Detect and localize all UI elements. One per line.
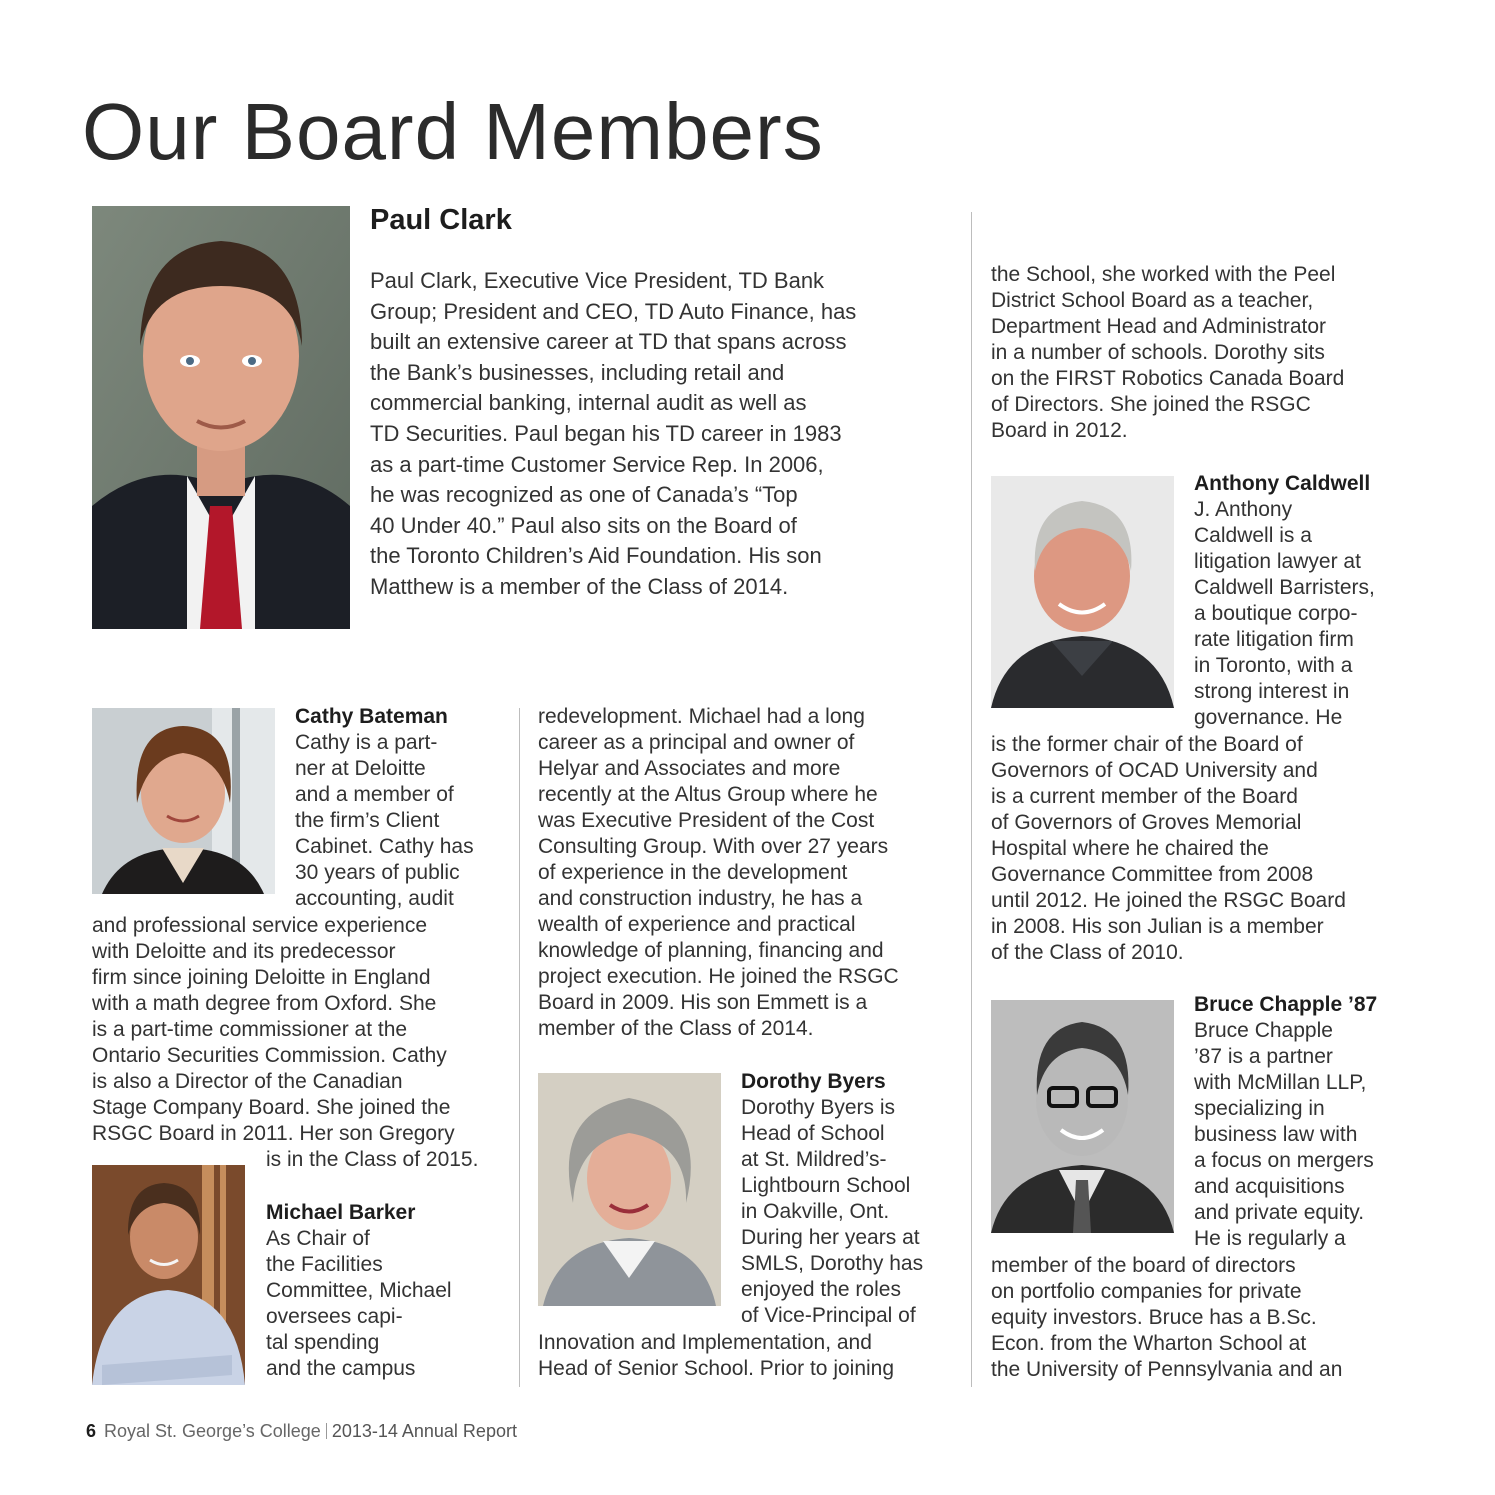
bio-line: of Vice-Principal of	[741, 1304, 916, 1327]
bio-line: Ontario Securities Commission. Cathy	[92, 1044, 447, 1067]
bio-line: was Executive President of the Cost	[538, 809, 875, 832]
bio-line: with a math degree from Oxford. She	[92, 992, 437, 1015]
column-divider	[519, 708, 520, 1387]
bio-line: During her years at	[741, 1226, 920, 1249]
photo-bruce-chapple	[991, 1000, 1174, 1233]
bio-line: is a part-time commissioner at the	[92, 1018, 408, 1041]
bio-line: Helyar and Associates and more	[538, 757, 841, 780]
footer-report: 2013-14 Annual Report	[331, 1421, 517, 1441]
bio-line: strong interest in	[1194, 680, 1350, 703]
bio-anthony-caldwell	[1194, 471, 1375, 731]
bio-line: in a number of schools. Dorothy sits	[991, 341, 1325, 364]
bio-line: commercial banking, internal audit as well as	[370, 390, 807, 416]
bio-line: member of the board of directors	[991, 1254, 1296, 1277]
bio-line: Head of Senior School. Prior to joining	[538, 1357, 895, 1380]
bio-line: Caldwell is a	[1194, 524, 1312, 547]
bio-line: litigation lawyer at	[1194, 550, 1361, 573]
bio-dorothy-byers-continued	[991, 262, 1344, 444]
bio-line: wealth of experience and practical	[538, 913, 856, 936]
bio-line: in 2008. His son Julian is a member	[991, 915, 1324, 938]
bio-line: a focus on mergers	[1194, 1149, 1374, 1172]
bio-dorothy-byers	[741, 1069, 923, 1329]
bio-line: the Facilities	[266, 1253, 383, 1276]
column-divider	[971, 212, 972, 1387]
bio-line: firm since joining Deloitte in England	[92, 966, 431, 989]
bio-line: of the Class of 2010.	[991, 941, 1184, 964]
bio-line: and construction industry, he has a	[538, 887, 863, 910]
bio-line: District School Board as a teacher,	[991, 289, 1314, 312]
bio-line: as a part-time Customer Service Rep. In 2006,	[370, 451, 824, 477]
bio-line: the University of Pennsylvania and an	[991, 1358, 1343, 1381]
bio-line: on the FIRST Robotics Canada Board	[991, 367, 1345, 390]
bio-line: with McMillan LLP,	[1194, 1071, 1367, 1094]
bio-line: J. Anthony	[1194, 498, 1293, 521]
bio-line: built an extensive career at TD that spans across	[370, 329, 847, 355]
bio-line: TD Securities. Paul began his TD career in 1983	[370, 420, 842, 446]
bio-line: Caldwell Barristers,	[1194, 576, 1375, 599]
bio-line: is also a Director of the Canadian	[92, 1070, 403, 1093]
bio-line: in Toronto, with a	[1194, 654, 1353, 677]
bio-line: governance. He	[1194, 706, 1343, 729]
photo-paul-clark	[92, 206, 350, 629]
bio-bruce-chapple	[1194, 992, 1377, 1252]
photo-anthony-caldwell	[991, 476, 1174, 708]
bio-line: in Oakville, Ont.	[741, 1200, 890, 1223]
bio-line: recently at the Altus Group where he	[538, 783, 878, 806]
member-name-bruce-chapple: Bruce Chapple ’87	[1194, 993, 1378, 1016]
bio-line: and acquisitions	[1194, 1175, 1345, 1198]
bio-michael-barker-continued	[538, 704, 899, 1042]
photo-michael-barker	[92, 1165, 245, 1385]
bio-line: of Directors. She joined the RSGC	[991, 393, 1311, 416]
bio-line: enjoyed the roles	[741, 1278, 901, 1301]
bio-cathy-bateman-continued	[92, 913, 455, 1147]
bio-line: redevelopment. Michael had a long	[538, 705, 865, 728]
bio-line: ner at Deloitte	[295, 757, 426, 780]
bio-line: accounting, audit	[295, 887, 454, 910]
bio-line: equity investors. Bruce has a B.Sc.	[991, 1306, 1317, 1329]
bio-line: Governors of OCAD University and	[991, 759, 1318, 782]
member-name-dorothy-byers: Dorothy Byers	[741, 1070, 886, 1093]
bio-line: is the former chair of the Board of	[991, 733, 1303, 756]
bio-line: with Deloitte and its predecessor	[92, 940, 396, 963]
bio-line: Head of School	[741, 1122, 885, 1145]
bio-line: tal spending	[266, 1331, 380, 1354]
member-name-paul-clark: Paul Clark	[370, 204, 512, 236]
bio-line: of experience in the development	[538, 861, 848, 884]
page-title: Our Board Members	[82, 87, 824, 176]
bio-line: Matthew is a member of the Class of 2014.	[370, 573, 789, 599]
bio-line: Group; President and CEO, TD Auto Finance, has	[370, 298, 857, 324]
bio-line: Board in 2012.	[991, 419, 1128, 442]
bio-line: oversees capi-	[266, 1305, 403, 1328]
photo-cathy-bateman	[92, 708, 275, 894]
bio-line: business law with	[1194, 1123, 1358, 1146]
bio-line: Dorothy Byers is	[741, 1096, 896, 1119]
bio-line: As Chair of	[266, 1227, 370, 1250]
bio-line: 30 years of public	[295, 861, 460, 884]
bio-line: at St. Mildred’s-	[741, 1148, 887, 1171]
bio-line: Cabinet. Cathy has	[295, 835, 474, 858]
bio-line: Department Head and Administrator	[991, 315, 1327, 338]
bio-line: a boutique corpo-	[1194, 602, 1358, 625]
bio-line: ’87 is a partner	[1194, 1045, 1333, 1068]
bio-line: is in the Class of 2015.	[266, 1148, 479, 1171]
page-number: 6	[86, 1421, 97, 1441]
bio-line: career as a principal and owner of	[538, 731, 855, 754]
bio-line: the Bank’s businesses, including retail and	[370, 359, 785, 385]
bio-line: Cathy is a part-	[295, 731, 438, 754]
bio-line: 40 Under 40.” Paul also sits on the Board of	[370, 512, 797, 538]
bio-line: and private equity.	[1194, 1201, 1365, 1224]
member-name-michael-barker: Michael Barker	[266, 1201, 416, 1224]
bio-line: member of the Class of 2014.	[538, 1017, 814, 1040]
bio-line: and the campus	[266, 1357, 416, 1380]
bio-michael-barker	[266, 1200, 452, 1382]
bio-paul-clark	[370, 266, 856, 603]
bio-line: Consulting Group. With over 27 years	[538, 835, 889, 858]
bio-line: Lightbourn School	[741, 1174, 911, 1197]
bio-line: RSGC Board in 2011. Her son Gregory	[92, 1122, 455, 1145]
bio-line: knowledge of planning, financing and	[538, 939, 884, 962]
bio-line: Board in 2009. His son Emmett is a	[538, 991, 868, 1014]
bio-line: project execution. He joined the RSGC	[538, 965, 899, 988]
bio-dorothy-byers-below	[538, 1330, 894, 1382]
bio-line: Stage Company Board. She joined the	[92, 1096, 451, 1119]
bio-line: of Governors of Groves Memorial	[991, 811, 1302, 834]
bio-line: is a current member of the Board	[991, 785, 1298, 808]
bio-line: Econ. from the Wharton School at	[991, 1332, 1307, 1355]
bio-line: and a member of	[295, 783, 454, 806]
page-footer	[86, 1419, 517, 1443]
bio-line: the Toronto Children’s Aid Foundation. His son	[370, 543, 822, 569]
bio-line: on portfolio companies for private	[991, 1280, 1302, 1303]
bio-line: specializing in	[1194, 1097, 1325, 1120]
bio-line: Hospital where he chaired the	[991, 837, 1269, 860]
bio-line: Bruce Chapple	[1194, 1019, 1333, 1042]
member-name-anthony-caldwell: Anthony Caldwell	[1194, 472, 1371, 495]
bio-line: Committee, Michael	[266, 1279, 452, 1302]
bio-line: Innovation and Implementation, and	[538, 1331, 872, 1354]
bio-line: Governance Committee from 2008	[991, 863, 1314, 886]
bio-line: the School, she worked with the Peel	[991, 263, 1336, 286]
bio-line: and professional service experience	[92, 914, 428, 937]
bio-line: SMLS, Dorothy has	[741, 1252, 924, 1275]
bio-line: rate litigation firm	[1194, 628, 1354, 651]
bio-bruce-chapple-below	[991, 1253, 1342, 1383]
footer-separator	[326, 1423, 327, 1439]
photo-dorothy-byers	[538, 1073, 721, 1306]
bio-line: He is regularly a	[1194, 1227, 1346, 1250]
bio-line: the firm’s Client	[295, 809, 440, 832]
bio-line: until 2012. He joined the RSGC Board	[991, 889, 1346, 912]
member-name-cathy-bateman: Cathy Bateman	[295, 705, 448, 728]
bio-line: Paul Clark, Executive Vice President, TD Bank	[370, 268, 825, 293]
bio-anthony-caldwell-below	[991, 732, 1346, 966]
bio-line: he was recognized as one of Canada’s “Top	[370, 482, 798, 508]
footer-org: Royal St. George’s College	[104, 1421, 321, 1441]
bio-cathy-bateman	[295, 704, 474, 912]
